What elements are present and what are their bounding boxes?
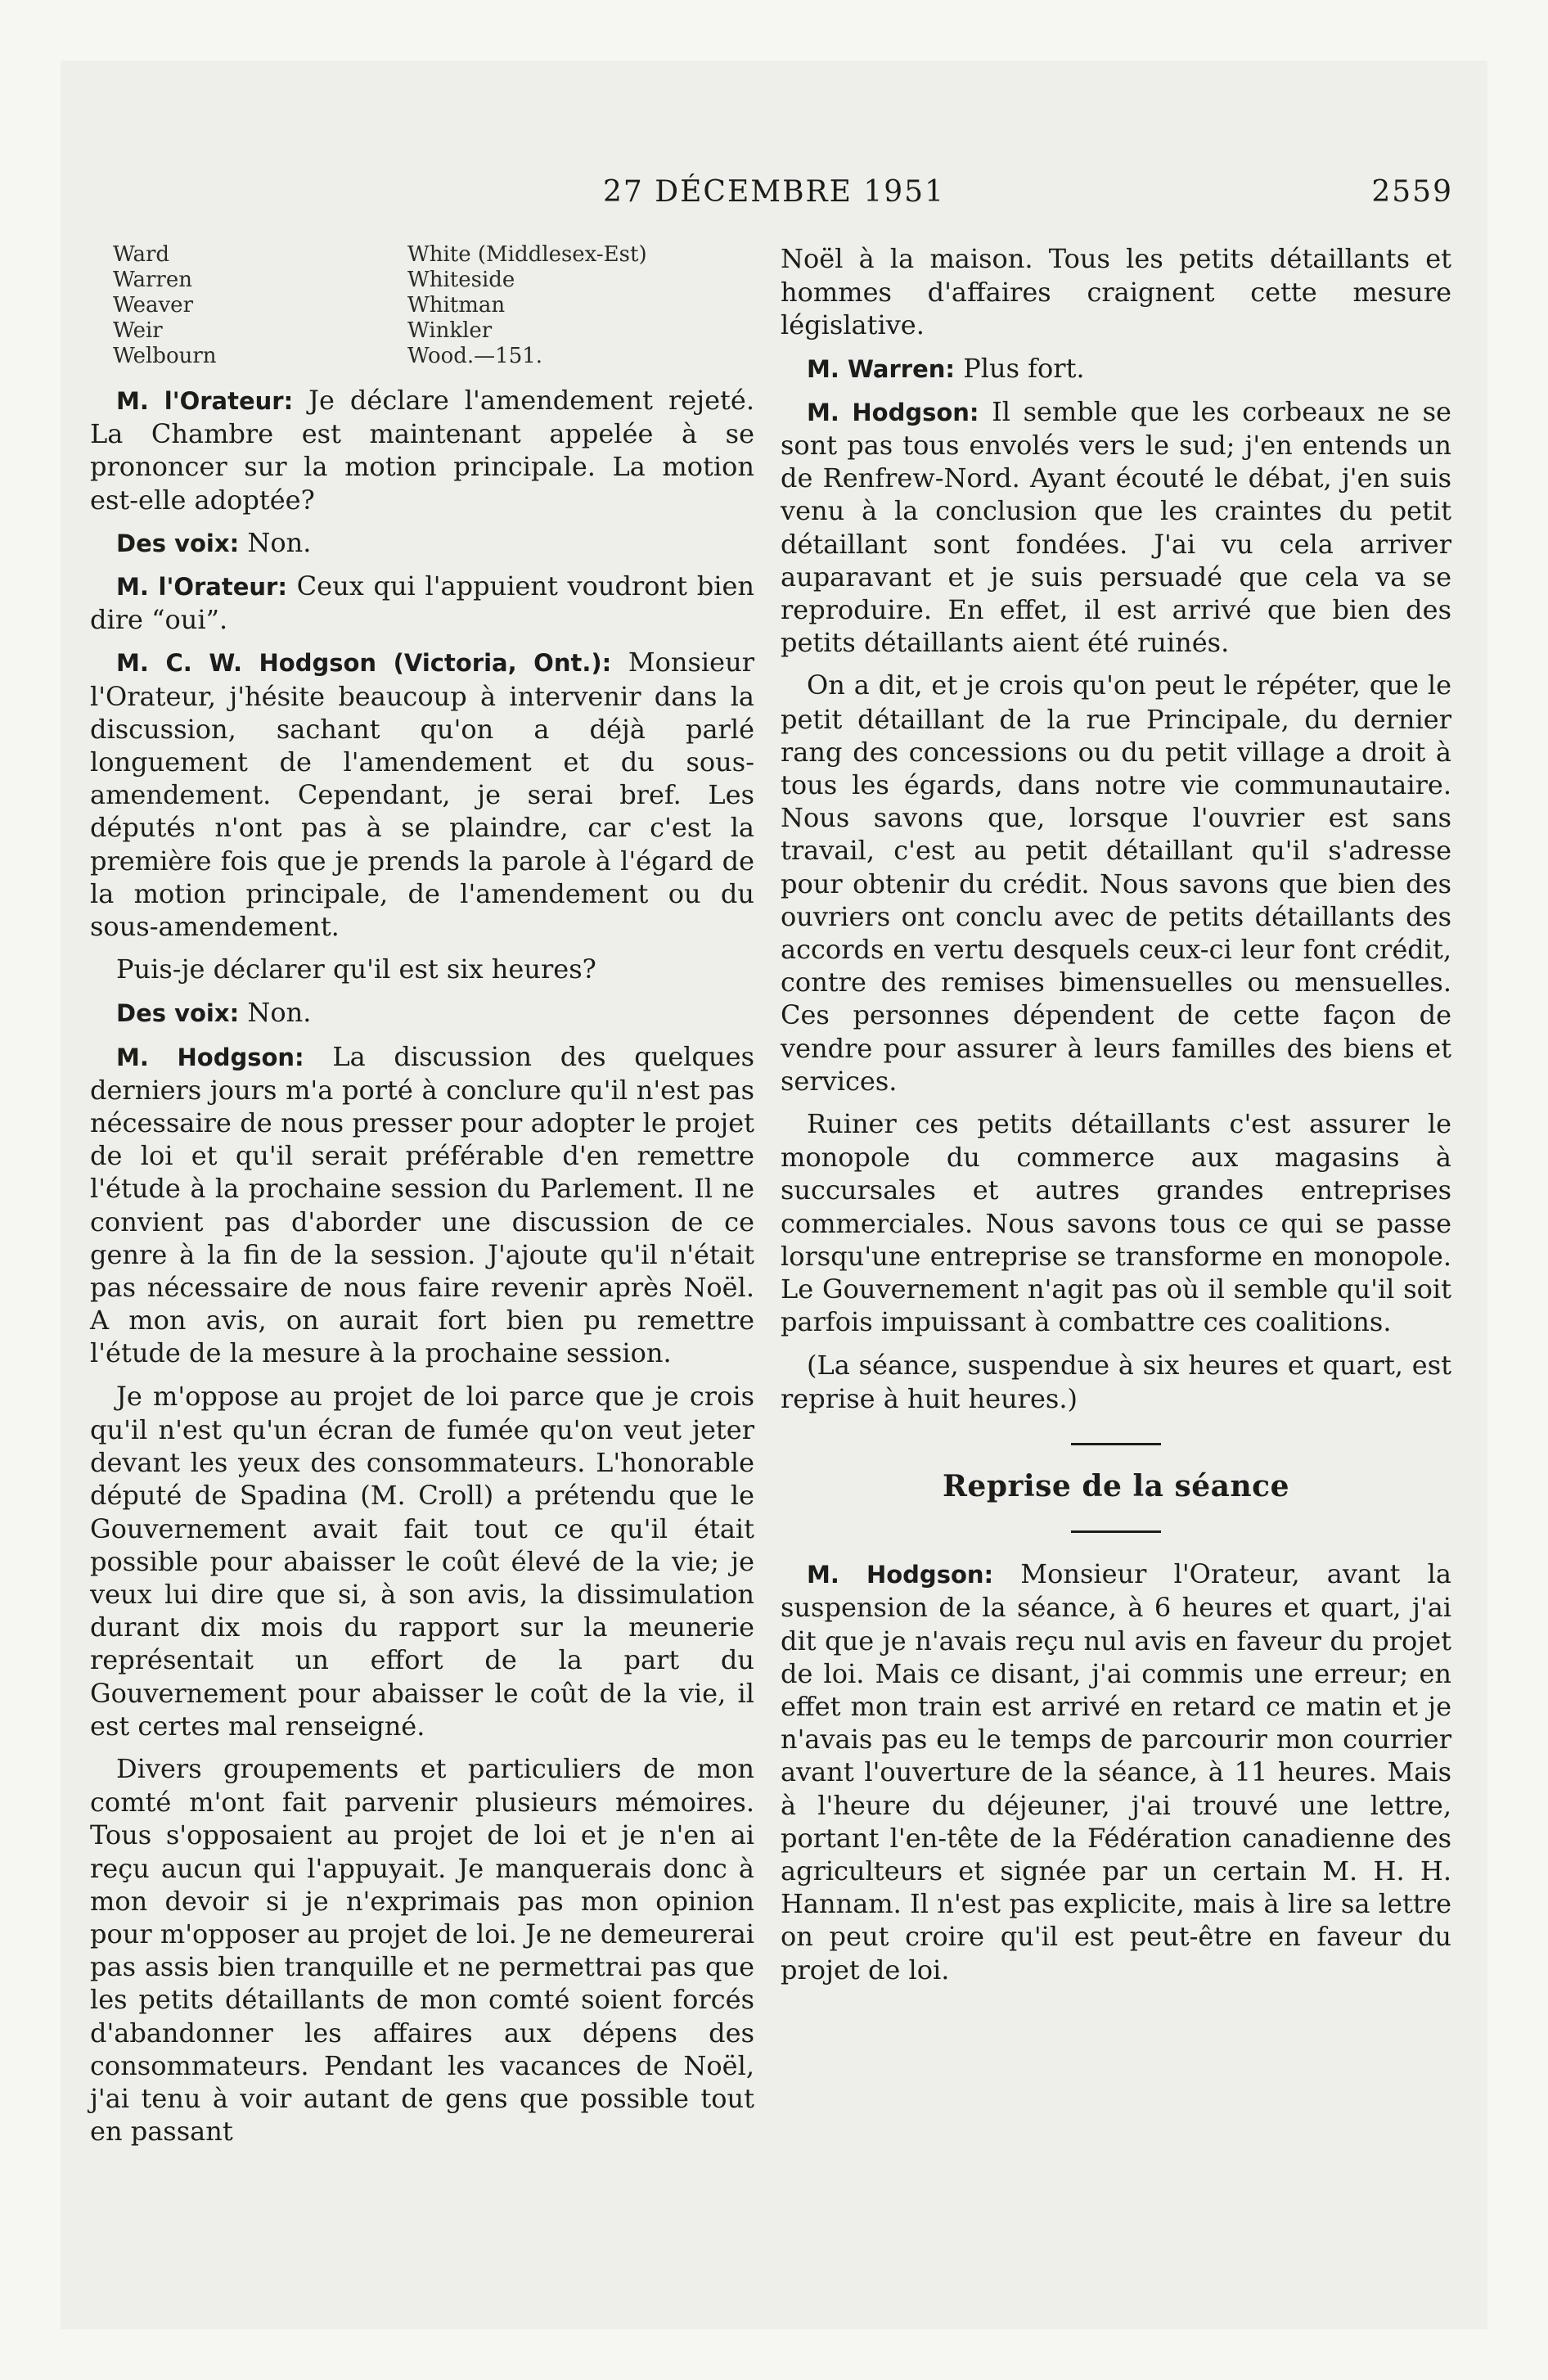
name-entry: Weaver [113, 293, 193, 318]
paragraph-text: On a dit, et je crois qu'on peut le répéter, que le petit détaillant de la rue Principale, du dernier rang des concessions ou du petit village a droit à tous les égards, dans notre vie communautaire. Nous savons que, lorsque l'ouvrier est sans travail, c'est au petit détaillant qu'il s'adresse pour obtenir du crédit. Nous savons que bien des ouvriers ont conclu avec de petits détaillants des accords en vertu desquels ceux-ci leur font crédit, contre des remises bimensuelles ou mensuelles. Ces personnes dépendent de cette façon de vendre pour assurer à leurs familles des biens et services. [781, 669, 1451, 1097]
paragraph [90, 1040, 754, 1370]
paragraph [781, 1557, 1451, 1986]
paragraph [90, 953, 754, 986]
page-number: 2559 [1371, 175, 1453, 209]
speaker-label: Des voix: [116, 529, 240, 557]
paragraph [781, 669, 1451, 1098]
speaker-label: M. Warren: [807, 354, 956, 383]
left-paragraphs [90, 384, 754, 2148]
name-entry: Winkler [407, 318, 493, 343]
paragraph [90, 996, 754, 1030]
paragraph [90, 384, 754, 516]
vote-names-list [90, 242, 754, 369]
paragraph [781, 242, 1451, 342]
paragraph [90, 646, 754, 943]
name-entry: Whitman [407, 293, 506, 318]
paragraph [90, 1380, 754, 1742]
paragraph [90, 570, 754, 636]
paragraph [90, 526, 754, 560]
header-date: 27 DÉCEMBRE 1951 [603, 175, 945, 209]
speaker-label: M. Hodgson: [116, 1043, 304, 1071]
speaker-label: Des voix: [116, 999, 240, 1028]
paragraph-text: Monsieur l'Orateur, avant la suspension de la séance, à 6 heures et quart, j'ai dit que je n'avais reçu nul avis en faveur du projet de loi. Mais ce disant, j'ai commis une erreur; en effet mon train est arrivé en retard ce matin et je n'avais pas eu le temps de parcourir mon courrier avant l'ouverture de la séance, à 11 heures. Mais à l'heure du déjeuner, j'ai trouvé une lettre, portant l'en-tête de la Fédération canadienne des agriculteurs et signée par un certain M. H. H. Hannam. Il n'est pas explicite, mais à lire sa lettre on peut croire qu'il est peut-être en faveur du projet de loi. [781, 1558, 1451, 1986]
paragraph-text: Non. [239, 526, 312, 558]
paragraph [781, 395, 1451, 660]
speaker-label: M. Hodgson: [807, 1561, 994, 1589]
speaker-label: M. Hodgson: [807, 398, 979, 426]
paragraph-text: Monsieur l'Orateur, j'hésite beaucoup à intervenir dans la discussion, sachant qu'on a déjà parlé longuement de l'amendement et du sous-amendement. Cependant, je serai bref. Les députés n'ont pas à se plaindre, car c'est la première fois que je prends la parole à l'égard de la motion principale, de l'amendement ou du sous-amendement. [90, 647, 754, 943]
name-entry: Wood.—151. [407, 344, 543, 368]
right-column [781, 242, 1451, 1996]
name-entry: Warren [113, 268, 192, 292]
paragraph-text: Non. [239, 997, 312, 1029]
paragraph-text: Puis-je déclarer qu'il est six heures? [116, 953, 596, 985]
paragraph [781, 1349, 1451, 1415]
name-entry: Ward [113, 242, 170, 267]
names-column-1 [90, 242, 407, 369]
paragraph-text: Je m'oppose au projet de loi parce que je crois qu'il n'est qu'un écran de fumée qu'on veut jeter devant les yeux des consommateurs. L'honorable député de Spadina (M. Croll) a prétendu que le Gouvernement avait fait tout ce qu'il était possible pour abaisser le coût élevé de la vie; je veux lui dire que si, à son avis, la dissimulation durant dix mois du rapport sur la meunerie représentait un effort de la part du Gouvernement pour abaisser le coût de la vie, il est certes mal renseigné. [90, 1380, 754, 1742]
section-heading: Reprise de la séance [943, 1468, 1289, 1503]
section-rule-top [1071, 1443, 1161, 1445]
paragraph-text: Je déclare l'amendement rejeté. La Chambre est maintenant appelée à se prononcer sur la motion principale. La motion est-elle adoptée? [90, 385, 755, 516]
paragraph [90, 1752, 754, 2148]
paragraph-text: Noël à la maison. Tous les petits détaillants et hommes d'affaires craignent cette mesure législative. [781, 243, 1451, 341]
speaker-label: M. l'Orateur: [116, 573, 287, 602]
paragraph-text: Plus fort. [955, 352, 1085, 384]
name-entry: White (Middlesex-Est) [407, 242, 647, 267]
paragraph-text: La discussion des quelques derniers jours m'a porté à conclure qu'il n'est pas nécessaire de nous presser pour adopter le projet de loi et qu'il serait préférable d'en remettre l'étude à la prochaine session du Parlement. Il ne convient pas d'aborder une discussion de ce genre à la fin de la session. J'ajoute qu'il n'était pas nécessaire de nous faire revenir après Noël. A mon avis, on aurait fort bien pu remettre l'étude de la mesure à la prochaine session. [90, 1040, 754, 1369]
left-column [90, 242, 754, 2157]
document-page [61, 61, 1487, 2329]
paragraph-text: Ceux qui l'appuient voudront bien dire “oui”. [90, 570, 754, 636]
paragraph-text: Il semble que les corbeaux ne se sont pas tous envolés vers le sud; j'en entends un de Renfrew-Nord. Ayant écouté le débat, j'en suis venu à la conclusion que les craintes du petit détaillant sont fondées. J'ai vu cela arriver auparavant et je suis persuadé que cela va se reproduire. En effet, il est arrivé que bien des petits détaillants aient été ruinés. [781, 395, 1451, 659]
speaker-label: M. l'Orateur: [116, 387, 294, 415]
page-header [61, 175, 1487, 216]
names-column-2 [407, 242, 647, 369]
paragraph-text: Divers groupements et particuliers de mon comté m'ont fait parvenir plusieurs mémoires. Tous s'opposaient au projet de loi et je n'en ai reçu aucun qui l'appuyait. Je manquerais donc à mon devoir si je n'exprimais pas mon opinion pour m'opposer au projet de loi. Je ne demeurerai pas assis bien tranquille et ne permettrai pas que les petits détaillants de mon comté soient forcés d'abandonner les affaires aux dépens des consommateurs. Pendant les vacances de Noël, j'ai tenu à voir autant de gens que possible tout en passant [90, 1752, 754, 2148]
paragraph-text: (La séance, suspendue à six heures et quart, est reprise à huit heures.) [781, 1349, 1451, 1414]
name-entry: Weir [113, 318, 163, 343]
paragraph-text: Ruiner ces petits détaillants c'est assurer le monopole du commerce aux magasins à succursales et autres grandes entreprises commerciales. Nous savons tous ce qui se passe lorsqu'une entreprise se transforme en monopole. Le Gouvernement n'agit pas où il semble qu'il soit parfois impuissant à combattre ces coalitions. [781, 1108, 1451, 1338]
speaker-label: M. C. W. Hodgson (Victoria, Ont.): [116, 649, 612, 678]
paragraph [781, 1107, 1451, 1338]
name-entry: Welbourn [113, 344, 217, 368]
name-entry: Whiteside [407, 268, 515, 292]
section-rule-bottom [1071, 1530, 1161, 1533]
paragraph [781, 352, 1451, 385]
